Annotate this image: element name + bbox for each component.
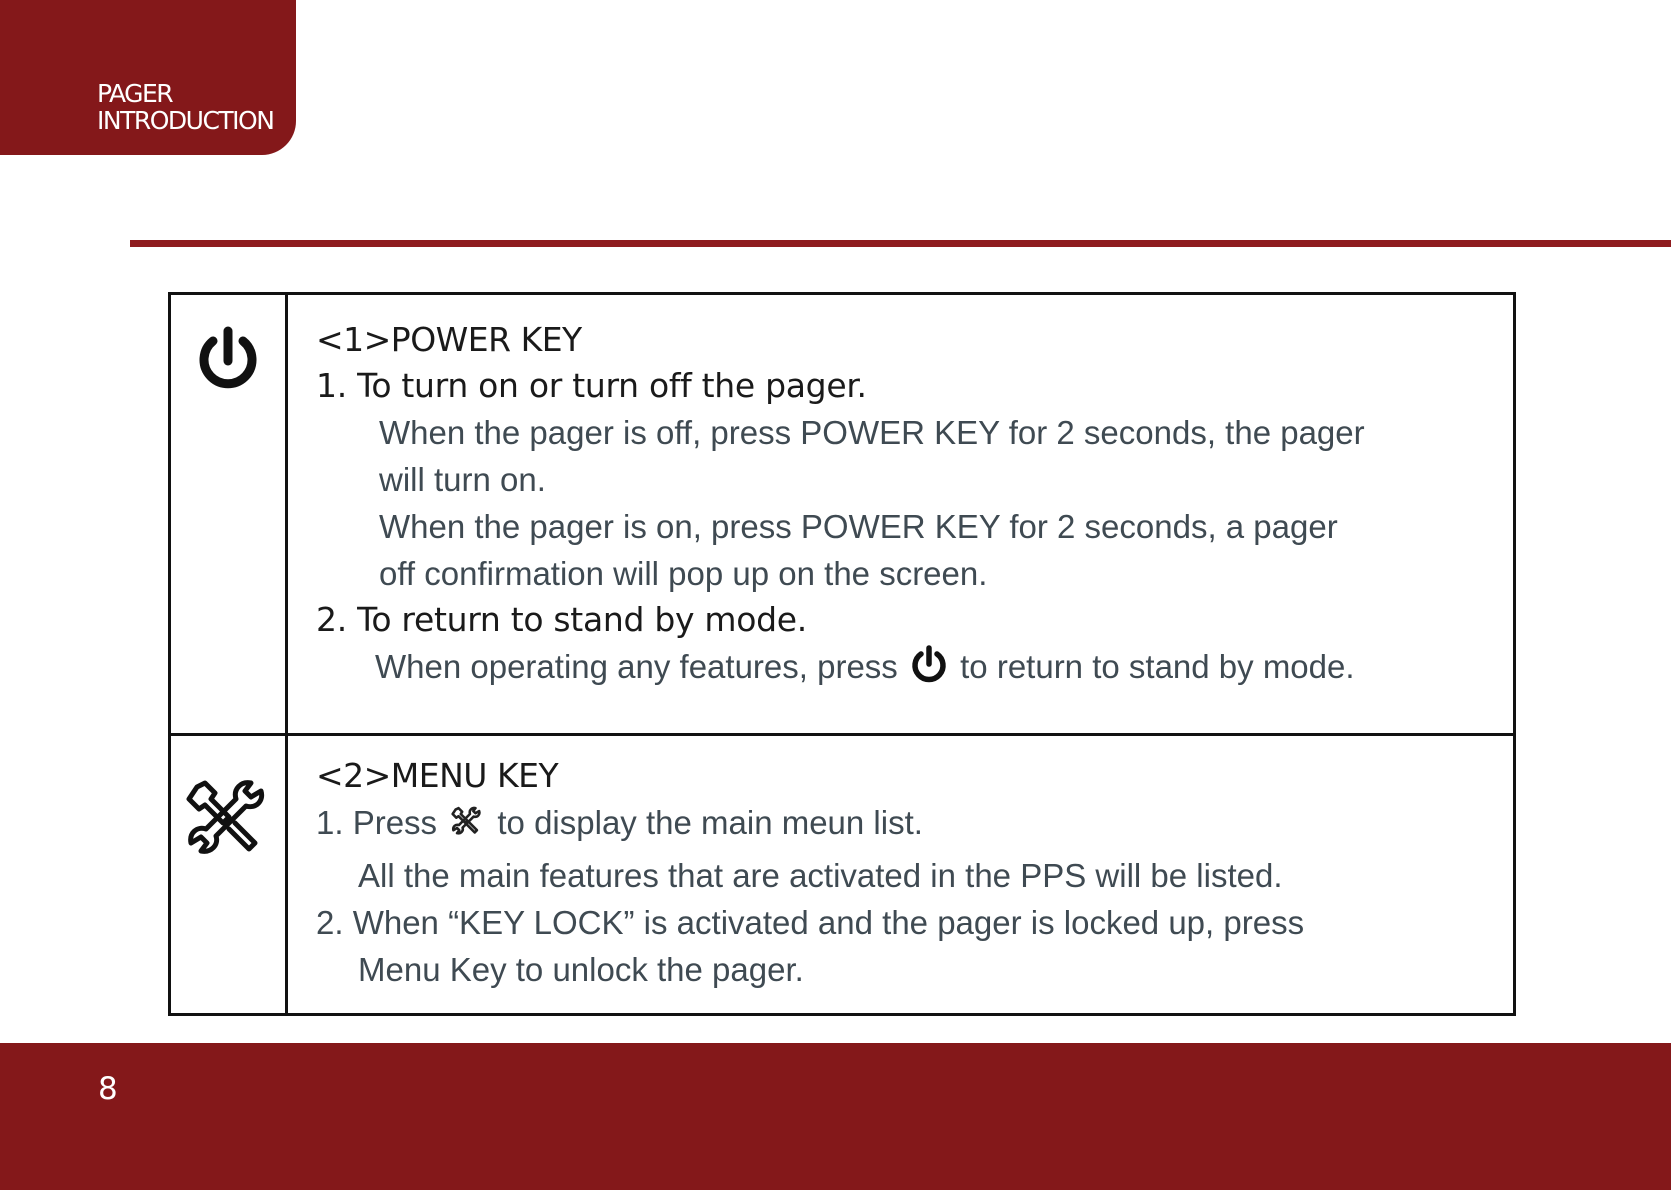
tools-inline-icon [446,802,488,852]
column-divider [285,295,288,1013]
power-key-step2-desc [316,643,1365,696]
menu-key-content [316,753,1304,993]
power-key-title: <1>POWER KEY [316,320,582,359]
power-key-step1-desc-a-line1: When the pager is off, press POWER KEY for 2 seconds, the pager [379,414,1365,451]
power-key-step1-desc-b-line2: off confirmation will pop up on the screen. [379,555,988,592]
power-key-step2: 2. To return to stand by mode. [316,600,807,639]
power-key-step1-desc-b-line1: When the pager is on, press POWER KEY for 2 seconds, a pager [379,508,1338,545]
menu-key-step1 [316,799,1304,852]
section-title [97,80,273,134]
section-title-line1: PAGER [97,79,173,108]
menu-key-step1-after: to display the main meun list. [497,804,923,841]
power-key-step1-desc-a-line2: will turn on. [379,461,546,498]
page-number: 8 [98,1071,118,1107]
section-header-tab [0,0,296,155]
key-table [168,292,1516,1016]
power-inline-icon [907,644,951,696]
power-key-step1: 1. To turn on or turn off the pager. [316,366,867,405]
row-divider [171,733,1513,736]
tools-icon [171,773,285,863]
menu-key-title: <2>MENU KEY [316,756,559,795]
power-icon [171,323,285,393]
menu-key-step1-desc: All the main features that are activated in the PPS will be listed. [358,857,1283,894]
power-key-content [316,317,1365,696]
menu-key-step1-before: 1. Press [316,804,438,841]
menu-key-step2-line2: Menu Key to unlock the pager. [358,951,804,988]
footer-bar [0,1043,1671,1190]
menu-key-step2-line1: 2. When “KEY LOCK” is activated and the pager is locked up, press [316,904,1305,941]
section-title-line2: INTRODUCTION [97,106,274,135]
header-rule [130,240,1671,247]
power-key-step2-desc-before: When operating any features, press [375,648,898,685]
power-key-step2-desc-after: to return to stand by mode. [960,648,1355,685]
menu-key-icon-cell [171,773,285,868]
power-key-icon-cell [171,323,285,398]
